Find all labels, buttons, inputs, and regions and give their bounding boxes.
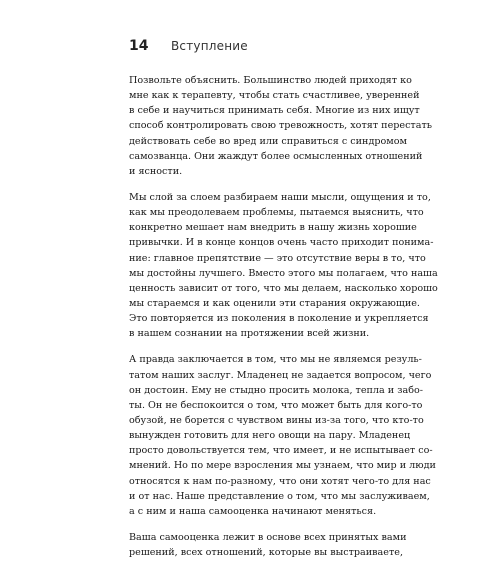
text-line: ты. Он не беспокоится о том, что может быть для кого-то — [129, 399, 423, 411]
text-line: самозванца. Они жаждут более осмысленных отношений — [129, 150, 423, 162]
section-title: Вступление — [171, 39, 248, 53]
running-header — [129, 38, 379, 58]
text-line: конкретно мешает нам внедрить в нашу жизнь хорошие — [129, 222, 417, 234]
text-line: мы стараемся и как оценили эти старания окружающие. — [129, 297, 420, 309]
text-line: вынужден готовить для него овощи на пару. Младенец — [129, 430, 411, 442]
text-line: обузой, не борется с чувством вины из-за того, что кто-то — [129, 414, 424, 426]
text-line: мнений. Но по мере взросления мы узнаем, что мир и люди — [129, 460, 436, 472]
text-line: А правда заключается в том, что мы не являемся резуль- — [129, 354, 422, 366]
text-line: привычки. И в конце концов очень часто приходит понима- — [129, 237, 434, 249]
page-number: 14 — [129, 38, 149, 54]
paragraph-layers — [129, 190, 438, 341]
text-line: мне как к терапевту, чтобы стать счастливее, уверенней — [129, 90, 420, 102]
paragraph-truth — [129, 352, 436, 519]
text-line: решений, всех отношений, которые вы выстраиваете, — [129, 547, 403, 559]
text-line: способ контролировать свою тревожность, хотят перестать — [129, 120, 432, 132]
text-line: татом наших заслуг. Младенец не задается вопросом, чего — [129, 369, 432, 381]
text-line: Это повторяется из поколения в поколение и укрепляется — [129, 313, 429, 325]
text-line: как мы преодолеваем проблемы, пытаемся выяснить, что — [129, 207, 424, 219]
text-line: действовать себе во вред или справиться с синдромом — [129, 135, 407, 147]
text-line: просто довольствуется тем, что имеет, и не испытывает со- — [129, 445, 433, 457]
text-line: а с ним и наша самооценка начинают меняться. — [129, 505, 377, 517]
text-line: он достоин. Ему не стыдно просить молока, тепла и забо- — [129, 384, 423, 396]
text-line: Ваша самооценка лежит в основе всех принятых вами — [129, 531, 407, 543]
text-line: и ясности. — [129, 165, 183, 177]
text-line: ценность зависит от того, что мы делаем, насколько хорошо — [129, 282, 438, 294]
text-line: в себе и научиться принимать себя. Многие из них ищут — [129, 105, 420, 117]
text-line: Позвольте объяснить. Большинство людей приходят ко — [129, 75, 412, 86]
text-line: в нашем сознании на протяжении всей жизни. — [129, 328, 370, 340]
paragraph-self-esteem — [129, 530, 407, 560]
text-line: и от нас. Наше представление о том, что мы заслуживаем, — [129, 490, 430, 502]
text-line: ние: главное препятствие — это отсутствие веры в то, что — [129, 252, 426, 264]
body-text — [129, 73, 438, 571]
paragraph-intro — [129, 73, 432, 179]
text-line: Мы слой за слоем разбираем наши мысли, ощущения и то, — [129, 191, 431, 203]
text-line: относятся к нам по-разному, что они хотят чего-то для нас — [129, 475, 431, 487]
text-line: мы достойны лучшего. Вместо этого мы полагаем, что наша — [129, 267, 438, 279]
